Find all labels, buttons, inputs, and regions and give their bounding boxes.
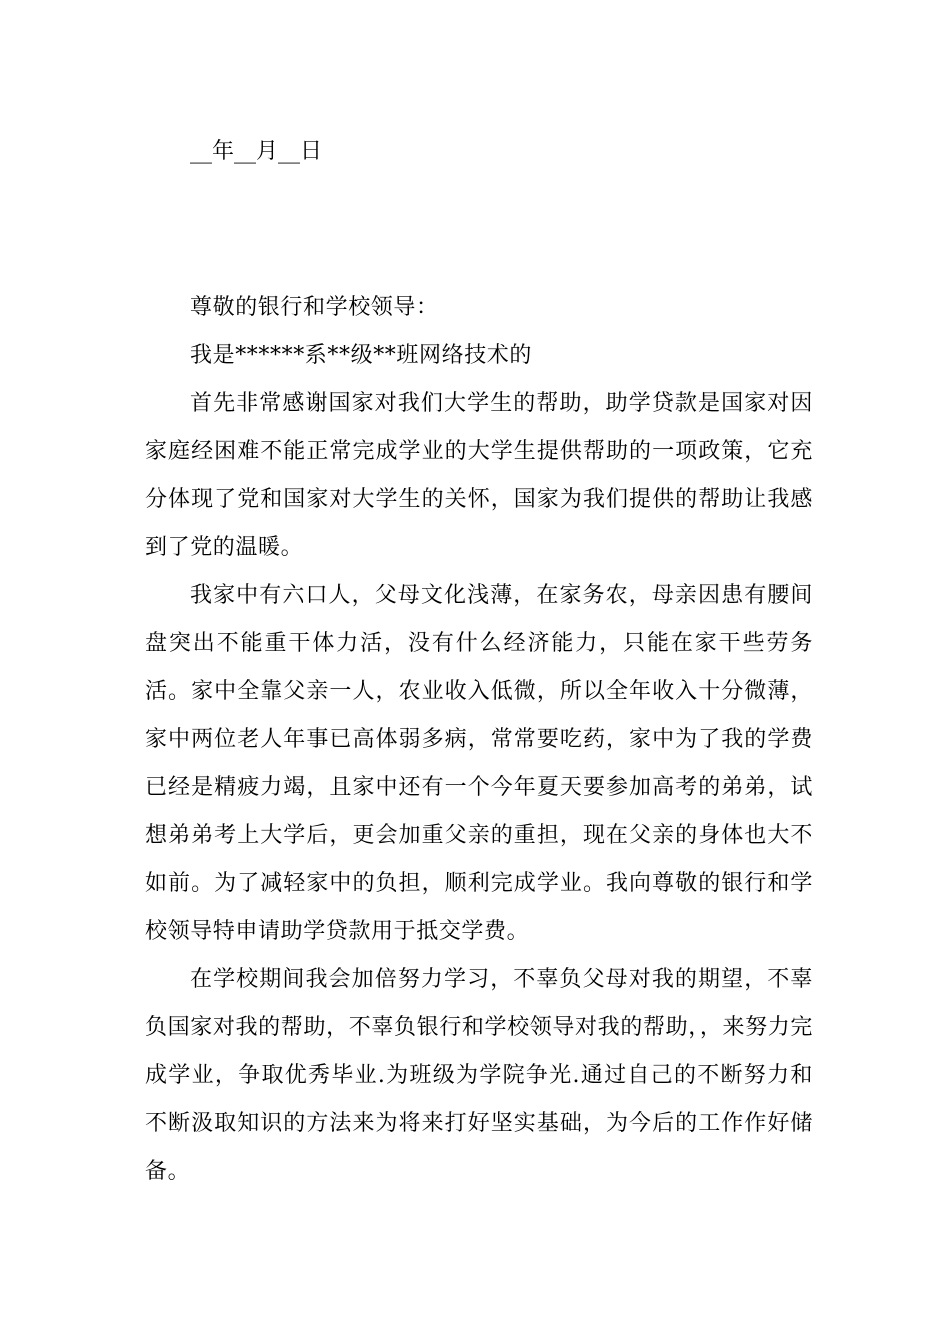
paragraph-family-situation: 我家中有六口人，父母文化浅薄，在家务农，母亲因患有腰间盘突出不能重干体力活，没有什么经济能力，只能在家干些劳务活。家中全靠父亲一人，农业收入低微，所以全年收入十分微薄，家中两位老人年事已高体弱多病，常常要吃药，家中为了我的学费已经是精疲力竭，且家中还有一个今年夏天要参加高考的弟弟，试想弟弟考上大学后，更会加重父亲的重担，现在父亲的身体也大不如前。为了减轻家中的负担，顺利完成学业。我向尊敬的银行和学校领导特申请助学贷款用于抵交学费。: [145, 583, 813, 944]
salutation: 尊敬的银行和学校领导：: [190, 295, 439, 320]
paragraph-gratitude: 首先非常感谢国家对我们大学生的帮助，助学贷款是国家对因家庭经困难不能正常完成学业的大学生提供帮助的一项政策，它充分体现了党和国家对大学生的关怀，国家为我们提供的帮助让我感到了党的温暖。: [145, 391, 813, 560]
letter-body: [145, 284, 813, 1196]
date-line: __年__月__日: [190, 139, 323, 164]
paragraph-commitment: 在学校期间我会加倍努力学习，不辜负父母对我的期望，不辜负国家对我的帮助，不辜负银行和学校领导对我的帮助，，来努力完成学业，争取优秀毕业.为班级为学院争光.通过自己的不断努力和不断汲取知识的方法来为将来打好坚实基础，为今后的工作作好储备。: [145, 967, 813, 1184]
intro-line: 我是******系**级**班网络技术的: [190, 343, 533, 368]
